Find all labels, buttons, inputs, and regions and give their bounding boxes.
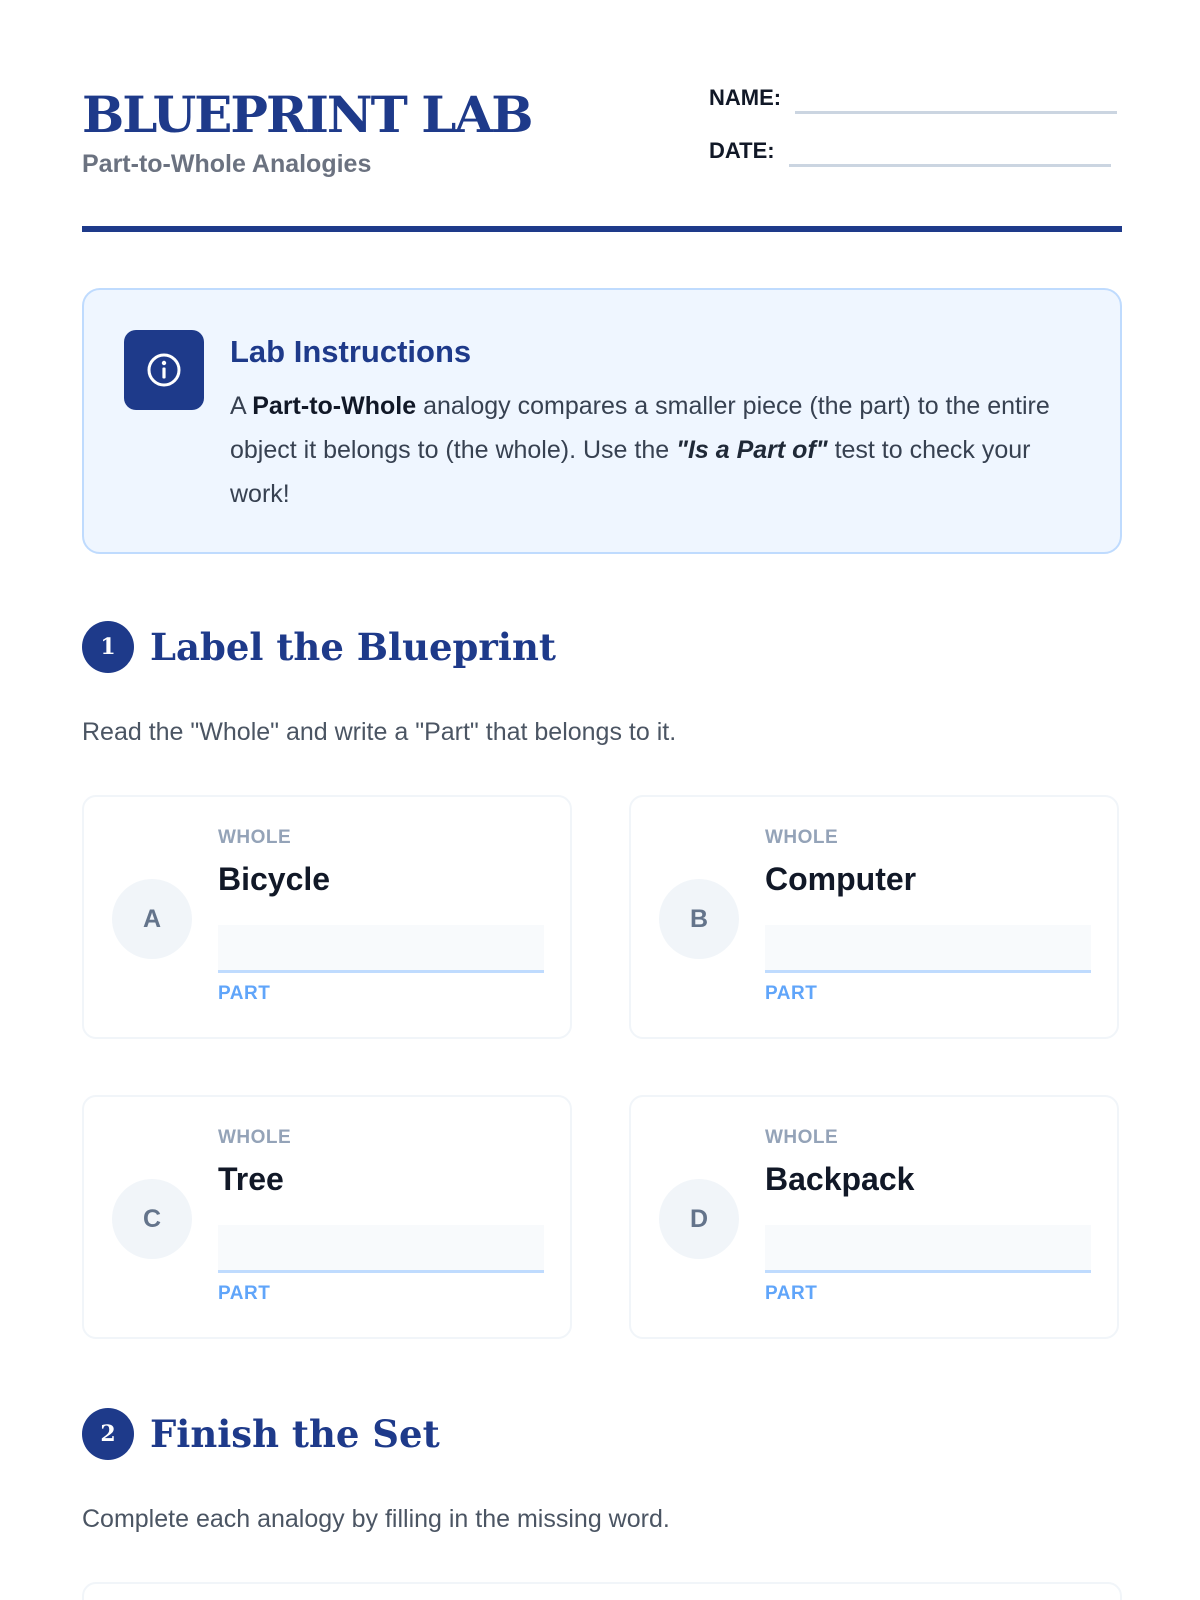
part-label: PART (765, 983, 818, 1004)
whole-word: Computer (765, 861, 917, 897)
card-letter-badge: D (659, 1179, 739, 1259)
name-label: NAME: (709, 85, 782, 110)
section-1-title: Label the Blueprint (150, 625, 556, 669)
part-input-d[interactable] (765, 1225, 1091, 1273)
name-line[interactable] (795, 111, 1117, 114)
instructions-body (230, 384, 1070, 516)
header (82, 84, 1122, 234)
section-2-heading (82, 1408, 440, 1460)
part-label: PART (218, 983, 271, 1004)
whole-word: Bicycle (218, 861, 331, 897)
section-1-number: 1 (82, 621, 134, 673)
instructions-text-suffix: test to check your work! (230, 436, 1031, 508)
part-label: PART (218, 1283, 271, 1304)
card-letter-badge: C (112, 1179, 192, 1259)
name-field (709, 84, 1117, 112)
part-input-b[interactable] (765, 925, 1091, 973)
section-2-title: Finish the Set (150, 1412, 440, 1456)
instructions-term: Part-to-Whole (252, 392, 417, 420)
whole-label: WHOLE (218, 827, 292, 848)
part-input-c[interactable] (218, 1225, 544, 1273)
part-label: PART (765, 1283, 818, 1304)
card-a (82, 795, 572, 1039)
instructions-text-middle: analogy compares a smaller piece (the part) to the entire object it belongs to (the whole). Use the (230, 392, 1050, 464)
whole-word: Tree (218, 1161, 284, 1197)
page-title: BLUEPRINT LAB (82, 85, 532, 144)
card-c (82, 1095, 572, 1339)
section-2-description: Complete each analogy by filling in the missing word. (82, 1505, 670, 1533)
instructions-text-prefix: A (230, 392, 253, 420)
info-icon (124, 330, 204, 410)
whole-label: WHOLE (765, 827, 839, 848)
page-subtitle: Part-to-Whole Analogies (82, 150, 372, 178)
instructions-test-phrase: "Is a Part of" (676, 436, 828, 464)
header-divider (82, 226, 1122, 232)
card-letter-badge: B (659, 879, 739, 959)
date-label: DATE: (709, 138, 775, 163)
whole-label: WHOLE (218, 1127, 292, 1148)
whole-word: Backpack (765, 1161, 915, 1197)
section-1-description: Read the "Whole" and write a "Part" that belongs to it. (82, 718, 677, 746)
instructions-title: Lab Instructions (230, 334, 472, 369)
whole-label: WHOLE (765, 1127, 839, 1148)
section-1-heading (82, 621, 556, 673)
card-b (629, 795, 1119, 1039)
date-field (709, 137, 1111, 165)
analogy-card-partial (82, 1582, 1122, 1600)
date-line[interactable] (789, 164, 1111, 167)
card-letter-badge: A (112, 879, 192, 959)
card-d (629, 1095, 1119, 1339)
instructions-panel (82, 288, 1122, 554)
part-input-a[interactable] (218, 925, 544, 973)
section-2-number: 2 (82, 1408, 134, 1460)
